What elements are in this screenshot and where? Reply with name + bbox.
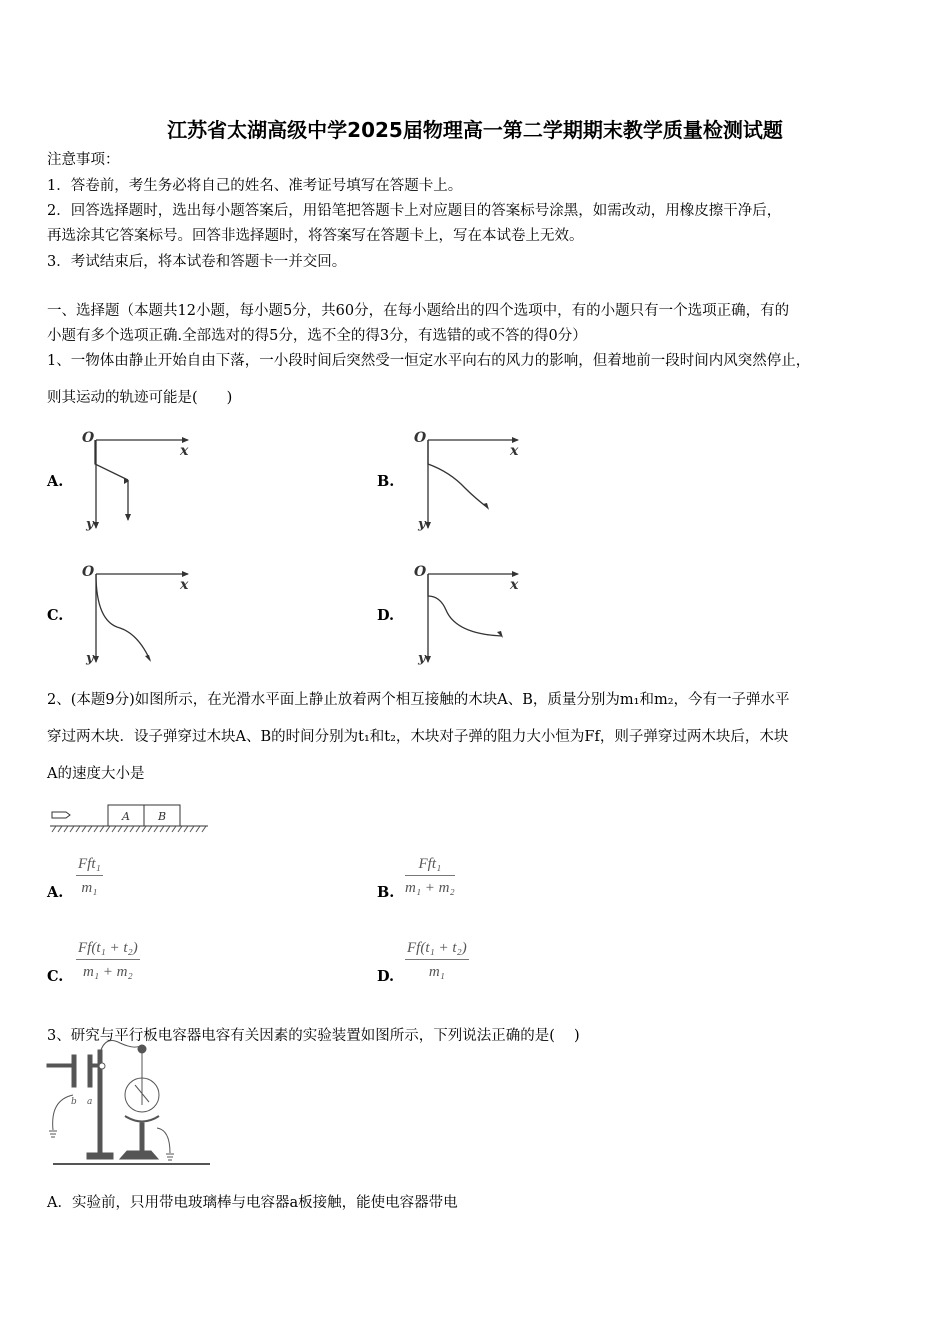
- q3-option-a: A．实验前，只用带电玻璃棒与电容器a板接触，能使电容器带电: [47, 1195, 458, 1211]
- origin-label: O: [82, 430, 95, 446]
- q2-text: A的速度大小是: [47, 766, 145, 782]
- q2-option-a-formula: Fft₁ m₁: [78, 856, 101, 896]
- arrow-head: [145, 655, 151, 662]
- trajectory-graph-b: [410, 428, 530, 533]
- trajectory-graph-c: [80, 562, 200, 667]
- arrow-head: [497, 631, 503, 638]
- q2-option-a: A.: [47, 884, 64, 901]
- section-intro: 小题有多个选项正确.全部选对的得5分，选不全的得3分，有选错的或不答的得0分）: [47, 328, 587, 344]
- trajectory-graph-d: [410, 562, 530, 667]
- page-title: 江苏省太湖高级中学2025届物理高一第二学期期末教学质量检测试题: [167, 118, 783, 142]
- y-axis-label: y: [418, 517, 426, 532]
- q2-option-c-formula: $\frac{\text{Ff(t₁ + t₂)}}{\text{m₁ + m₂}}$: [78, 940, 138, 980]
- arrow-head: [483, 503, 489, 510]
- q1-text: 1、一物体由静止开始自由下落，一小段时间后突然受一恒定水平向右的风力的影响，但着地前一段时间内风突然停止，: [47, 353, 811, 369]
- capacitor-electroscope-figure: [45, 1055, 215, 1173]
- block-b-label: B: [157, 810, 167, 823]
- y-axis-label: y: [418, 651, 426, 666]
- q2-option-c: C.: [47, 968, 64, 985]
- block-a-label: A: [122, 810, 130, 823]
- trajectory-curve: [428, 440, 488, 508]
- svg-text:a: a: [87, 1097, 93, 1107]
- q2-option-d: D.: [377, 968, 395, 985]
- origin-label: O: [82, 564, 95, 580]
- x-axis-label: x: [510, 577, 519, 593]
- q2-option-d-formula: $\frac{\text{Ff(t₁ + t₂)}}{\text{m₁}}$: [407, 940, 467, 980]
- origin-label: O: [414, 564, 427, 580]
- y-axis-label: y: [86, 651, 94, 666]
- trajectory-curve: [96, 574, 150, 660]
- section-intro: 一、选择题（本题共12小题，每小题5分，共60分，在每小题给出的四个选项中，有的小题只有一个选项正确，有的: [47, 303, 790, 319]
- note-item: 1．答卷前，考生务必将自己的姓名、准考证号填写在答题卡上。: [47, 178, 463, 194]
- x-axis-label: x: [180, 577, 189, 593]
- q1-option-c: C.: [47, 607, 64, 624]
- q2-option-b-formula: Fft₁ m₁ + m₂: [405, 856, 455, 896]
- note-item: 2．回答选择题时，选出每小题答案后，用铅笔把答题卡上对应题目的答案标号涂黑，如需改动，用橡皮擦干净后，: [47, 203, 782, 219]
- note-item: 再选涂其它答案标号。回答非选择题时，将答案写在答题卡上，写在本试卷上无效。: [47, 228, 584, 244]
- notes-heading: 注意事项：: [47, 152, 120, 168]
- q2-text: 2、(本题9分)如图所示，在光滑水平面上静止放着两个相互接触的木块A、B，质量分别为m₁和m₂，今有一子弹水平: [47, 692, 790, 708]
- q2-text: 穿过两木块．设子弹穿过木块A、B的时间分别为t₁和t₂，木块对子弹的阻力大小恒为Ff，则子弹穿过两木块后，木块: [47, 729, 789, 745]
- origin-label: O: [414, 430, 427, 446]
- trajectory-curve: [95, 440, 128, 480]
- trajectory-graph-a: [80, 428, 200, 533]
- x-axis-label: x: [180, 443, 189, 459]
- q1-option-a: A.: [47, 473, 64, 490]
- q3-text: 3、研究与平行板电容器电容有关因素的实验装置如图所示，下列说法正确的是( ): [47, 1028, 580, 1044]
- q1-text: 则其运动的轨迹可能是( ): [47, 390, 233, 406]
- bullet-blocks-figure: [48, 800, 213, 836]
- q1-option-b: B.: [377, 473, 395, 490]
- y-axis-label: y: [86, 517, 94, 532]
- x-axis-label: x: [510, 443, 519, 459]
- svg-text:b: b: [71, 1097, 77, 1107]
- q1-option-d: D.: [377, 607, 395, 624]
- note-item: 3．考试结束后，将本试卷和答题卡一并交回。: [47, 254, 347, 270]
- q2-option-b: B.: [377, 884, 395, 901]
- trajectory-curve: [428, 574, 502, 636]
